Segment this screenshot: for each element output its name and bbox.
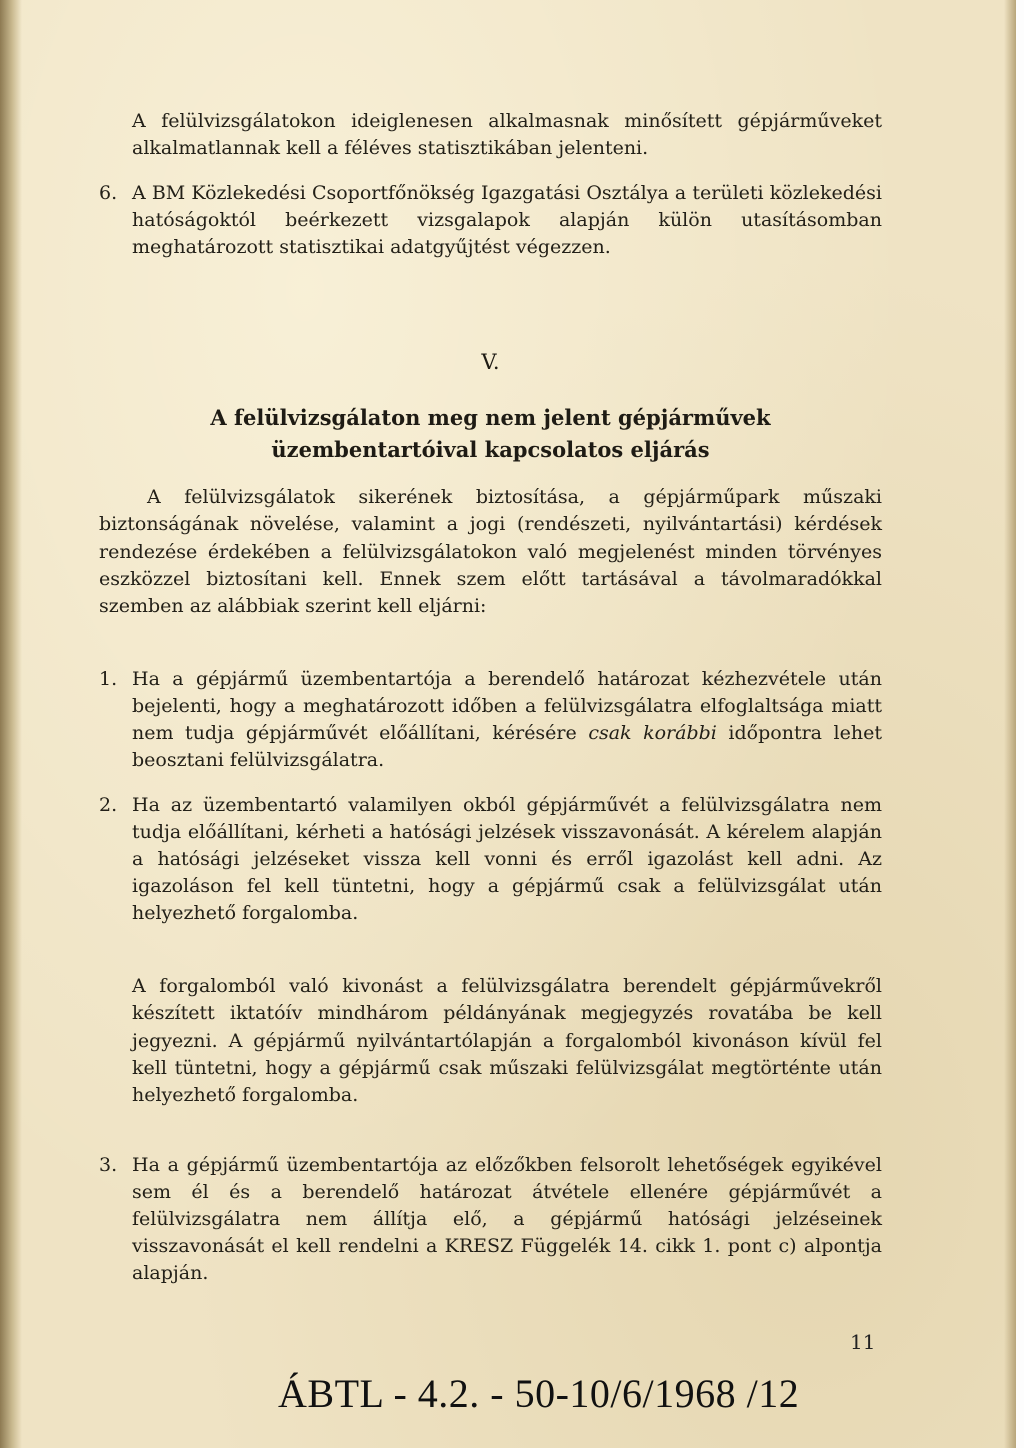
item-text <box>132 666 882 774</box>
item-text-part: időpontra lehet beosztani felülvizsgálatra. <box>132 722 882 771</box>
item-number: 6. <box>99 182 118 204</box>
numbered-item-6 <box>99 180 882 261</box>
numbered-item-1 <box>99 666 882 774</box>
numbered-item-2 <box>99 792 882 927</box>
item-text: A BM Közlekedési Csoportfőnökség Igazgatási Osztálya a területi közlekedési hatóságoktól beérkezett vizsgalapok alapján külön utasításomban meghatározott statisztikai adatgyűjtést végezzen. <box>132 182 882 258</box>
item-2-continuation: A forgalomból való kivonást a felülvizsgálatra berendelt gépjárművekről készített iktatóív mindhárom példányának megjegyzés rovatába be kell jegyezni. A gépjármű nyilvántartólapján a forgalomból kivonáson kívül fel kell tüntetni, hogy a gépjármű csak műszaki felülvizsgálat megtörténte után helyezhető forgalomba. <box>132 975 882 1107</box>
archive-reference-stamp: ÁBTL - 4.2. - 50-10/6/1968 /12 <box>278 1371 800 1416</box>
item-number: 1. <box>99 668 118 690</box>
top-paragraph: A felülvizsgálatokon ideiglenesen alkalmasnak minősített gépjárműveket alkalmatlannak kell a féléves statisztikában jelenteni. <box>132 110 882 159</box>
item-text-part: Ha a gépjármű üzembentartója a berendelő határozat kézhezvétele után bejelenti, hogy a meghatározott időben a felülvizsgálatra elfoglaltsága miatt nem tudja gépjárművét előállítani, kérésére <box>132 668 882 744</box>
item-text: Ha a gépjármű üzembentartója az előzőkben felsorolt lehetőségek egyikével sem él és a berendelő határozat átvétele ellenére gépjárművét a felülvizsgálatra nem állítja elő, a gépjármű hatósági jelzéseinek visszavonását el kell rendelni a KRESZ Függelék 14. cikk 1. pont c) alpontja alapján. <box>132 1154 882 1284</box>
item-text-italic: csak korábbi <box>588 722 717 744</box>
section-heading-line-1: A felülvizsgálaton meg nem jelent gépjárművek <box>210 405 771 430</box>
item-text: Ha az üzembentartó valamilyen okból gépjárművét a felülvizsgálatra nem tudja előállítani, kérheti a hatósági jelzések visszavonását. A kérelem alapján a hatósági jelzéseket vissza kell vonni és erről igazolást kell adni. Az igazoláson fel kell tüntetni, hogy a gépjármű csak a felülvizsgálat után helyezhető forgalomba. <box>132 794 882 924</box>
section-heading <box>99 402 882 466</box>
scan-edge-right <box>1004 0 1016 1448</box>
scan-edge-left <box>0 0 22 1448</box>
section-intro-paragraph: A felülvizsgálatok sikerének biztosítása, a gépjárműpark műszaki biztonságának növelése, valamint a jogi (rendészeti, nyilvántartási) kérdések rendezése érdekében a felülvizsgálatokon való megjelenést minden törvényes eszközzel biztosítani kell. Ennek szem előtt tartásával a távolmaradókkal szemben az alábbiak szerint kell eljárni: <box>99 486 882 618</box>
section-heading-line-2: üzembentartóival kapcsolatos eljárás <box>271 437 710 462</box>
section-number: V. <box>481 350 500 374</box>
page-number: 11 <box>850 1330 876 1354</box>
item-number: 3. <box>99 1154 118 1176</box>
item-number: 2. <box>99 794 118 816</box>
numbered-item-3 <box>99 1152 882 1287</box>
